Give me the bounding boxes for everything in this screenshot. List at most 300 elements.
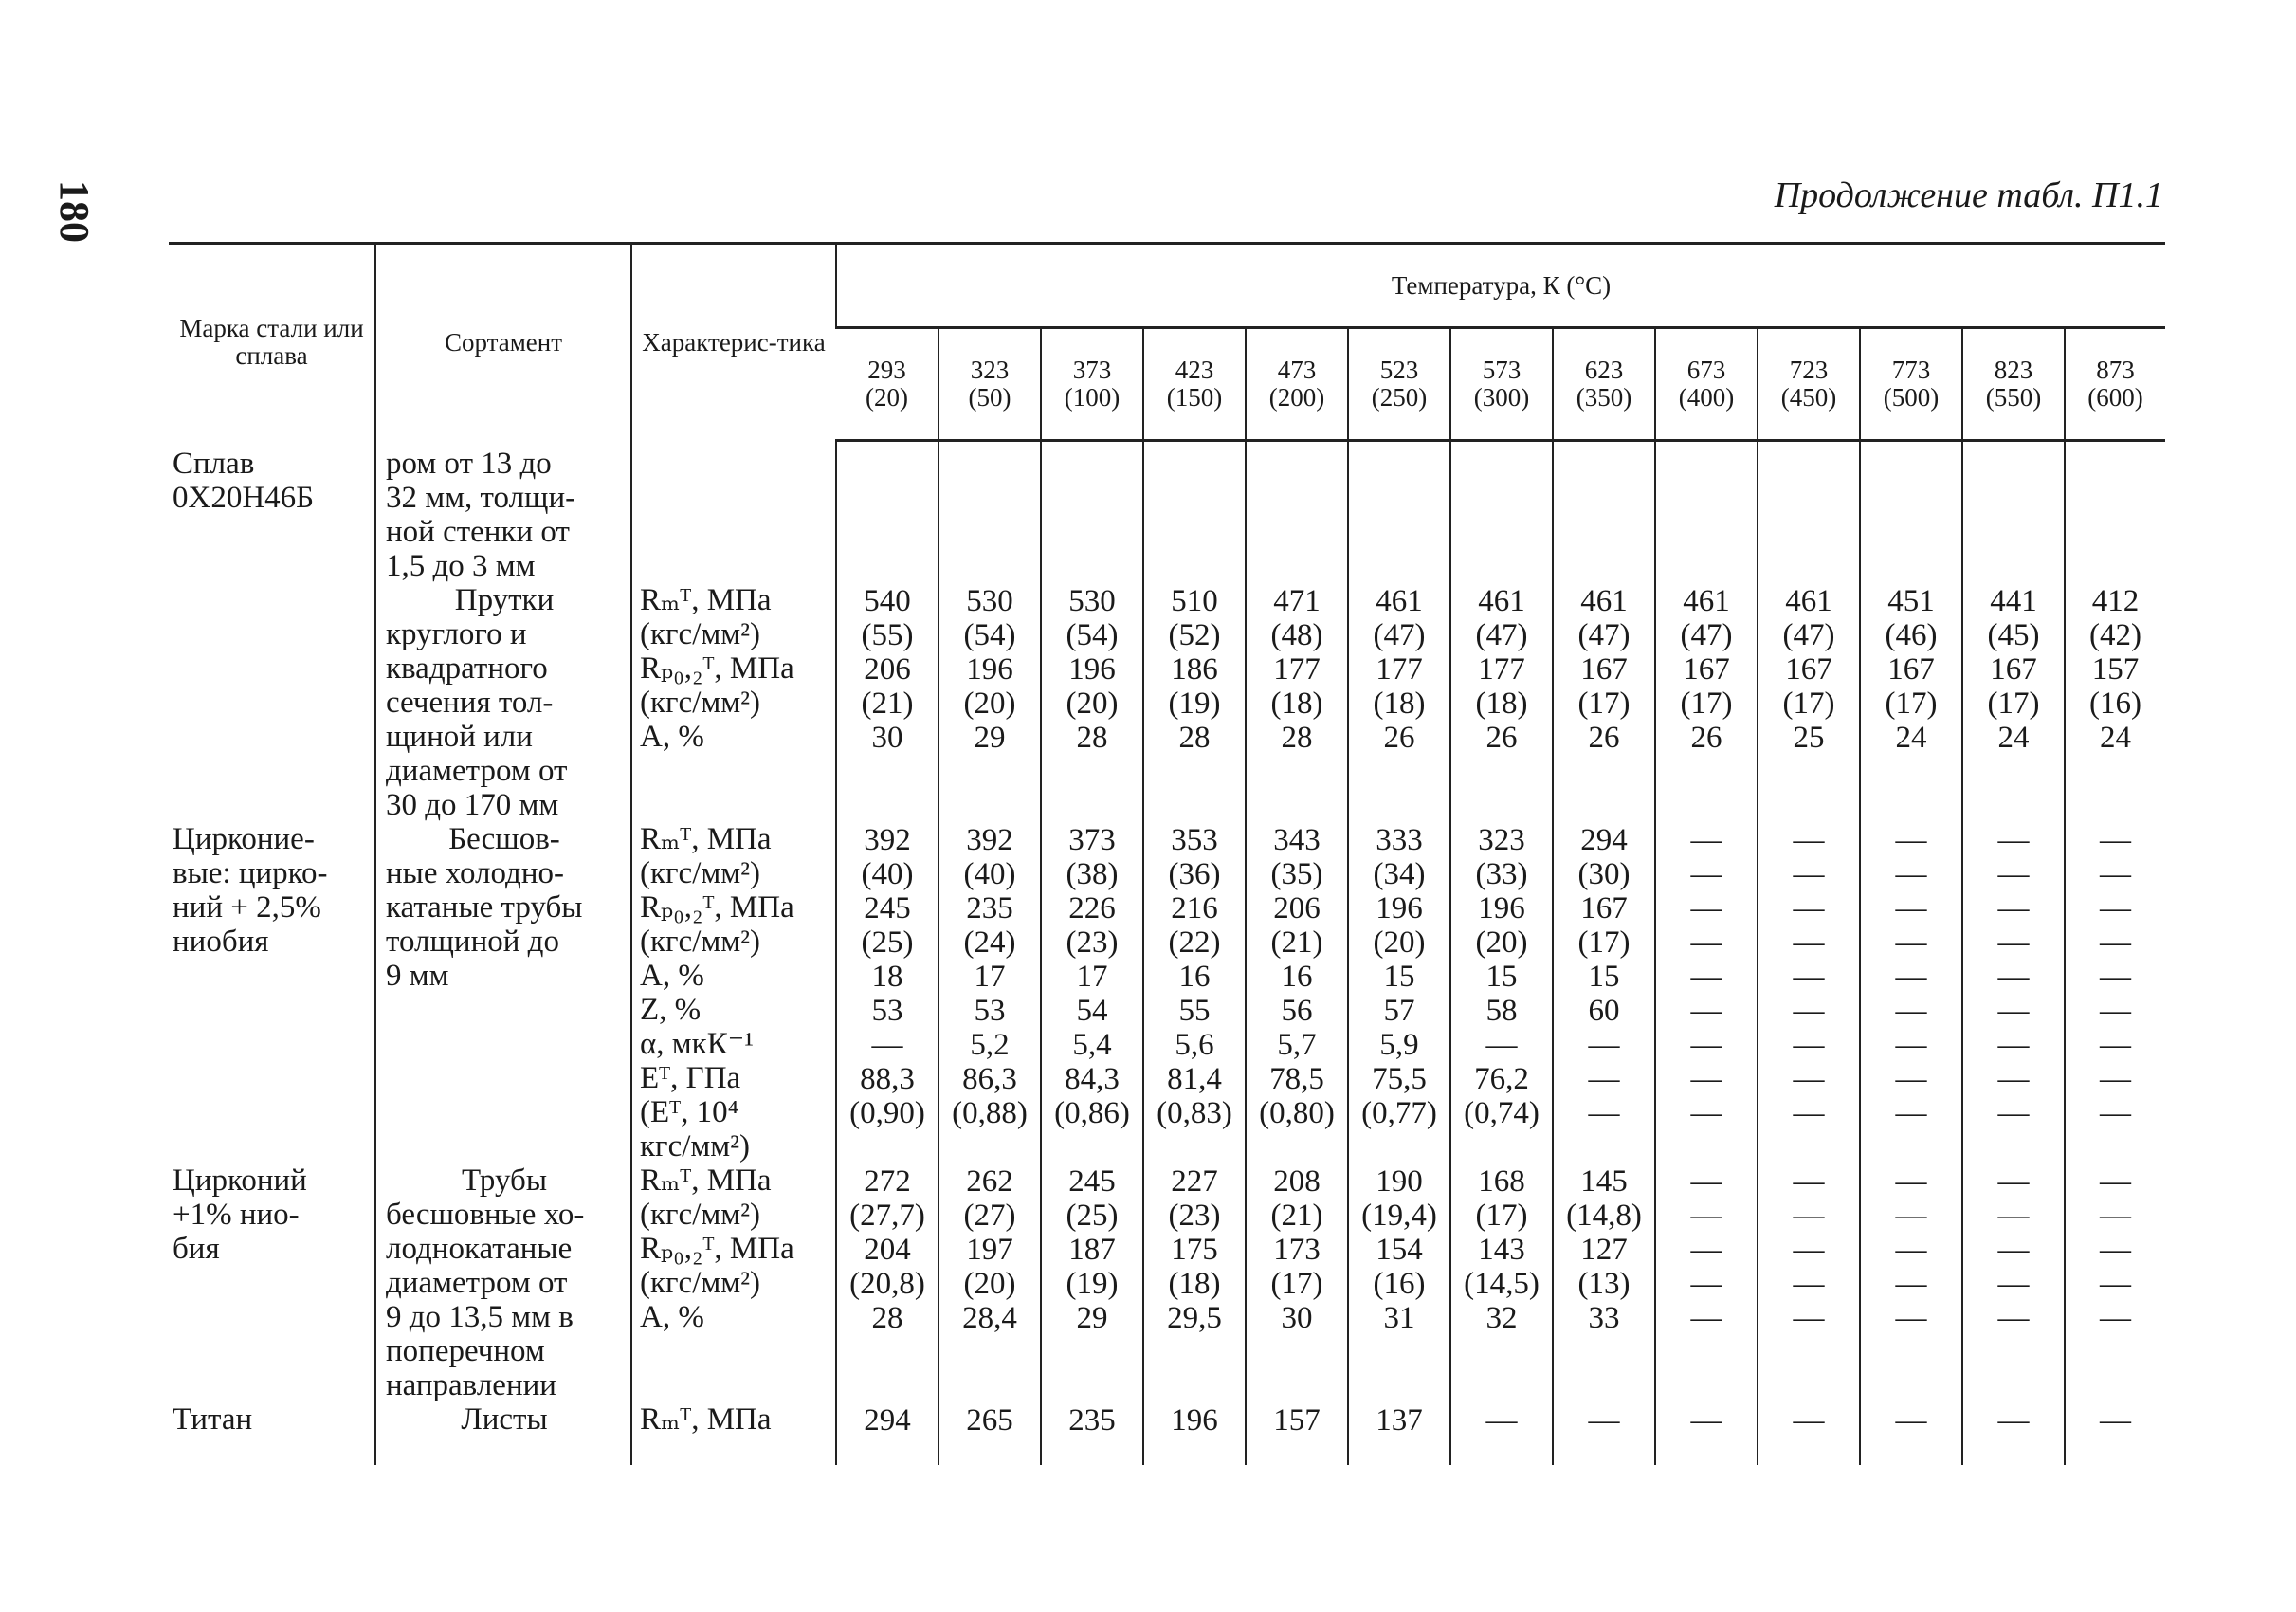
table-cell xyxy=(1349,448,1449,482)
table-cell: (17) xyxy=(1270,1267,1323,1301)
table-cell: — xyxy=(2100,1062,2132,1096)
table-cell: 294 xyxy=(1580,823,1628,857)
table-cell: — xyxy=(1895,1062,1927,1096)
table-cell: 29 xyxy=(974,721,1006,755)
table-cell: 167 xyxy=(1785,652,1832,687)
table-cell: 88,3 xyxy=(860,1062,915,1096)
table-cell: (18) xyxy=(1475,687,1528,721)
table-cell: 262 xyxy=(966,1164,1013,1199)
table-cell xyxy=(837,516,938,550)
table-body-row xyxy=(169,441,2165,1466)
table-cell: (20) xyxy=(963,1267,1016,1301)
table-cell xyxy=(1247,1369,1347,1403)
table-cell xyxy=(1861,482,1961,516)
table-cell xyxy=(1042,1369,1142,1403)
grade-line xyxy=(173,583,374,617)
table-cell: (47) xyxy=(1577,618,1631,652)
table-cell: 461 xyxy=(1478,584,1525,618)
grade-line: Циркониe- xyxy=(173,821,315,856)
grade-line xyxy=(173,1300,374,1334)
table-cell: (20) xyxy=(1066,687,1119,721)
table-cell: 53 xyxy=(871,994,903,1028)
table-cell xyxy=(1656,789,1757,823)
characteristic-line: A, % xyxy=(640,719,704,754)
table-cell: 196 xyxy=(1478,891,1525,925)
table-cell xyxy=(1042,550,1142,584)
table-cell xyxy=(837,789,938,823)
table-cell xyxy=(1247,516,1347,550)
table-cell: (17) xyxy=(1680,687,1733,721)
table-cell: 540 xyxy=(864,584,911,618)
table-cell: 30 xyxy=(1281,1301,1313,1335)
table-cell xyxy=(1042,1130,1142,1164)
table-cell xyxy=(939,516,1040,550)
table-cell xyxy=(1349,789,1449,823)
table-cell: 75,5 xyxy=(1372,1062,1427,1096)
table-cell xyxy=(1963,789,2064,823)
table-cell xyxy=(1758,755,1859,789)
table-cell: — xyxy=(1997,1028,2030,1062)
header-grade: Марка стали или сплава xyxy=(169,244,375,441)
table-cell: 167 xyxy=(1990,652,2037,687)
sortament-line: диаметром от xyxy=(386,753,568,788)
sortament-line: сечения тол- xyxy=(386,685,554,720)
table-cell xyxy=(1451,482,1552,516)
table-cell: — xyxy=(1690,1062,1722,1096)
sortament-line: толщиной до xyxy=(386,924,559,959)
table-cell: — xyxy=(1895,960,1927,994)
table-cell: — xyxy=(1690,1233,1722,1267)
table-cell xyxy=(837,1369,938,1403)
table-cell: 29 xyxy=(1076,1301,1108,1335)
table-cell xyxy=(1554,789,1654,823)
table-cell xyxy=(1861,516,1961,550)
table-cell xyxy=(1963,755,2064,789)
table-caption: Продолжение табл. П1.1 xyxy=(1774,175,2163,215)
table-cell: (13) xyxy=(1577,1267,1631,1301)
table-cell: 157 xyxy=(2091,652,2140,687)
table-cell: (40) xyxy=(963,857,1016,891)
characteristic-line: Rₚ₀,₂ᵀ, МПа xyxy=(640,1231,794,1266)
table-cell: 54 xyxy=(1076,994,1108,1028)
table-cell xyxy=(2066,755,2165,789)
table-cell: (54) xyxy=(963,618,1016,652)
table-cell: 28,4 xyxy=(962,1301,1017,1335)
table-cell: — xyxy=(2100,1164,2132,1199)
table-cell: — xyxy=(1997,1301,2030,1335)
table-cell xyxy=(1656,1369,1757,1403)
table-cell: 16 xyxy=(1178,960,1211,994)
table-cell xyxy=(1144,448,1245,482)
table-cell: (0,83) xyxy=(1157,1096,1232,1130)
table-cell: 167 xyxy=(1683,652,1730,687)
sortament-line: поперечном xyxy=(386,1333,545,1368)
table-cell: 57 xyxy=(1383,994,1415,1028)
temperature-value-column xyxy=(836,441,938,1466)
table-cell xyxy=(1144,755,1245,789)
grade-line xyxy=(173,1027,374,1061)
table-cell: (18) xyxy=(1168,1267,1221,1301)
table-cell: — xyxy=(1997,823,2030,857)
table-cell: (42) xyxy=(2089,618,2142,652)
table-cell: — xyxy=(2100,1233,2132,1267)
table-cell: (25) xyxy=(861,925,914,960)
table-cell: 461 xyxy=(1785,584,1832,618)
temperature-header: 773 (500) xyxy=(1860,328,1962,441)
page-number: 180 xyxy=(51,180,98,243)
temperature-header: 623 (350) xyxy=(1553,328,1655,441)
table-cell: 196 xyxy=(1376,891,1423,925)
table-cell xyxy=(1451,448,1552,482)
temperature-value-column xyxy=(1143,441,1246,1466)
table-cell xyxy=(1861,755,1961,789)
table-cell: — xyxy=(1793,857,1825,891)
table-cell xyxy=(1963,550,2064,584)
table-cell: 17 xyxy=(1076,960,1108,994)
grade-line xyxy=(173,1368,374,1402)
table-cell: — xyxy=(1690,960,1722,994)
table-cell: (27) xyxy=(963,1199,1016,1233)
table-cell: — xyxy=(1690,891,1722,925)
grade-line xyxy=(173,1334,374,1368)
table-cell xyxy=(837,1130,938,1164)
sortament-line xyxy=(386,1061,623,1095)
table-cell xyxy=(1758,516,1859,550)
grade-line: ний + 2,5% xyxy=(173,889,321,925)
table-cell: (18) xyxy=(1373,687,1426,721)
table-cell xyxy=(1963,1130,2064,1164)
characteristic-column xyxy=(631,441,836,1466)
table-cell: 5,9 xyxy=(1379,1028,1419,1062)
table-cell xyxy=(1554,1335,1654,1369)
table-cell: 272 xyxy=(864,1164,911,1199)
table-cell xyxy=(1349,482,1449,516)
table-cell: — xyxy=(1895,1301,1927,1335)
table-cell xyxy=(1861,1335,1961,1369)
table-cell: — xyxy=(1997,1267,2030,1301)
sortament-line: 32 мм, толщи- xyxy=(386,480,576,515)
table-cell xyxy=(1247,482,1347,516)
header-sortament: Сортамент xyxy=(375,244,631,441)
table-cell: 353 xyxy=(1171,823,1218,857)
table-cell: (0,77) xyxy=(1361,1096,1437,1130)
table-cell: (22) xyxy=(1168,925,1221,960)
table-cell xyxy=(1656,550,1757,584)
table-cell: 245 xyxy=(864,891,911,925)
table-cell xyxy=(1349,550,1449,584)
table-cell: 392 xyxy=(966,823,1013,857)
table-cell xyxy=(1247,448,1347,482)
table-cell xyxy=(1656,1335,1757,1369)
characteristic-line: Rₘᵀ, МПа xyxy=(640,1401,772,1437)
table-cell: (14,8) xyxy=(1566,1199,1642,1233)
characteristic-line: α, мкК⁻¹ xyxy=(640,1026,755,1061)
table-cell: — xyxy=(1793,994,1825,1028)
characteristic-line: Rₘᵀ, МПа xyxy=(640,1163,772,1198)
table-cell: — xyxy=(1588,1062,1620,1096)
table-cell: (17) xyxy=(1475,1199,1528,1233)
table-cell: 32 xyxy=(1485,1301,1518,1335)
table-cell xyxy=(1144,550,1245,584)
temperature-header: 873 (600) xyxy=(2065,328,2165,441)
characteristic-line xyxy=(632,1368,835,1402)
table-cell xyxy=(1451,1335,1552,1369)
table-cell: 15 xyxy=(1588,960,1620,994)
table-cell: 5,7 xyxy=(1277,1028,1317,1062)
table-cell xyxy=(1042,482,1142,516)
sortament-line: ной стенки от xyxy=(386,514,570,549)
table-cell: 235 xyxy=(1068,1403,1116,1438)
characteristic-line: (кгс/мм²) xyxy=(640,924,761,959)
table-cell: — xyxy=(1997,891,2030,925)
table-cell: 373 xyxy=(1068,823,1116,857)
table-cell: 25 xyxy=(1793,721,1825,755)
table-cell xyxy=(1451,755,1552,789)
table-cell: (20) xyxy=(963,687,1016,721)
table-cell: — xyxy=(1895,1096,1927,1130)
table-cell: — xyxy=(2100,994,2132,1028)
table-cell: 24 xyxy=(1895,721,1927,755)
table-cell xyxy=(837,1335,938,1369)
sortament-line: бесшовные хо- xyxy=(386,1197,585,1232)
table-cell: 167 xyxy=(1580,652,1628,687)
table-cell: — xyxy=(2100,891,2132,925)
characteristic-line: Rₘᵀ, МПа xyxy=(640,582,772,617)
properties-table xyxy=(169,242,2165,1465)
table-cell: 208 xyxy=(1273,1164,1321,1199)
grade-line xyxy=(173,959,374,993)
table-cell: — xyxy=(1997,1096,2030,1130)
table-cell xyxy=(1042,516,1142,550)
table-cell: — xyxy=(2100,1403,2132,1438)
table-cell: 196 xyxy=(1068,652,1116,687)
table-cell: (55) xyxy=(861,618,914,652)
sortament-line: 1,5 до 3 мм xyxy=(386,548,536,583)
table-cell: 510 xyxy=(1171,584,1218,618)
table-cell xyxy=(837,755,938,789)
table-cell: — xyxy=(2100,925,2132,960)
table-cell: (47) xyxy=(1782,618,1835,652)
temperature-value-column xyxy=(1758,441,1860,1466)
table-cell: 226 xyxy=(1068,891,1116,925)
table-cell: (0,88) xyxy=(952,1096,1028,1130)
table-cell: — xyxy=(1895,1164,1927,1199)
table-cell: (23) xyxy=(1066,925,1119,960)
table-cell: 29,5 xyxy=(1167,1301,1222,1335)
table-cell: — xyxy=(2100,1301,2132,1335)
characteristic-line xyxy=(632,788,835,822)
table-cell: — xyxy=(1997,1062,2030,1096)
table-cell: — xyxy=(2100,1199,2132,1233)
table-cell: — xyxy=(1690,925,1722,960)
table-cell: — xyxy=(1588,1096,1620,1130)
table-cell xyxy=(1963,448,2064,482)
sortament-line: ные холодно- xyxy=(386,855,564,890)
table-cell: — xyxy=(1793,1301,1825,1335)
grade-column xyxy=(169,441,375,1466)
table-cell: 175 xyxy=(1171,1233,1218,1267)
table-cell: (23) xyxy=(1168,1199,1221,1233)
table-cell: — xyxy=(1690,1096,1722,1130)
table-cell: — xyxy=(1793,1028,1825,1062)
table-cell: (47) xyxy=(1373,618,1426,652)
characteristic-line xyxy=(632,515,835,549)
characteristic-line: (кгс/мм²) xyxy=(640,1197,761,1232)
table-cell: (0,86) xyxy=(1054,1096,1130,1130)
sortament-line xyxy=(386,1129,623,1163)
characteristic-line: Rₚ₀,₂ᵀ, МПа xyxy=(640,650,794,686)
table-cell: 323 xyxy=(1478,823,1525,857)
table-cell: — xyxy=(1690,994,1722,1028)
table-cell: — xyxy=(1690,1403,1722,1438)
table-cell: 167 xyxy=(1580,891,1628,925)
table-cell xyxy=(1451,550,1552,584)
table-cell: — xyxy=(1895,1028,1927,1062)
table-cell: 15 xyxy=(1485,960,1518,994)
table-cell: (52) xyxy=(1168,618,1221,652)
table-cell xyxy=(2066,448,2165,482)
table-cell: (47) xyxy=(1475,618,1528,652)
table-cell: 461 xyxy=(1580,584,1628,618)
table-cell xyxy=(1451,1130,1552,1164)
characteristic-line xyxy=(632,549,835,583)
table-cell: 26 xyxy=(1690,721,1722,755)
table-cell: — xyxy=(1895,891,1927,925)
table-cell: 461 xyxy=(1683,584,1730,618)
table-cell xyxy=(1247,1335,1347,1369)
table-cell xyxy=(1963,482,2064,516)
table-cell xyxy=(2066,516,2165,550)
characteristic-line xyxy=(632,754,835,788)
table-cell xyxy=(1554,448,1654,482)
grade-line: бия xyxy=(173,1231,220,1266)
table-cell: 137 xyxy=(1376,1403,1423,1438)
table-cell xyxy=(837,482,938,516)
table-cell: — xyxy=(1895,1199,1927,1233)
table-cell: — xyxy=(1895,823,1927,857)
table-cell xyxy=(1042,755,1142,789)
table-cell xyxy=(1451,789,1552,823)
table-cell: — xyxy=(1690,1028,1722,1062)
table-cell: — xyxy=(1895,1403,1927,1438)
table-cell xyxy=(837,448,938,482)
table-cell: 76,2 xyxy=(1474,1062,1529,1096)
table-cell xyxy=(1451,516,1552,550)
table-cell: — xyxy=(1690,857,1722,891)
table-cell: (45) xyxy=(1987,618,2040,652)
table-cell: 471 xyxy=(1273,584,1321,618)
characteristic-line: (кгс/мм²) xyxy=(640,685,761,720)
table-cell: 18 xyxy=(871,960,903,994)
sortament-line: квадратного xyxy=(386,650,548,686)
table-cell xyxy=(1451,1369,1552,1403)
table-cell: (17) xyxy=(1782,687,1835,721)
table-cell: 227 xyxy=(1171,1164,1218,1199)
table-cell: — xyxy=(1793,1403,1825,1438)
table-cell: 206 xyxy=(864,652,911,687)
grade-line xyxy=(173,720,374,754)
table-cell: 197 xyxy=(966,1233,1013,1267)
table-cell: (0,90) xyxy=(849,1096,925,1130)
table-cell: 31 xyxy=(1383,1301,1415,1335)
table-cell xyxy=(1349,1130,1449,1164)
table-cell: — xyxy=(2100,1028,2132,1062)
table-cell xyxy=(1861,789,1961,823)
table-cell: — xyxy=(1997,960,2030,994)
table-cell: — xyxy=(1895,1267,1927,1301)
table-cell: 145 xyxy=(1580,1164,1628,1199)
table-cell: 190 xyxy=(1376,1164,1423,1199)
table-cell xyxy=(1247,789,1347,823)
table-cell: — xyxy=(1690,1301,1722,1335)
grade-line xyxy=(173,993,374,1027)
table-cell: 216 xyxy=(1171,891,1218,925)
table-cell: (40) xyxy=(861,857,914,891)
grade-line xyxy=(173,549,374,583)
table-cell xyxy=(1758,1369,1859,1403)
characteristic-line: (кгс/мм²) xyxy=(640,1265,761,1300)
table-cell: 451 xyxy=(1887,584,1935,618)
table-cell: — xyxy=(2100,1096,2132,1130)
table-cell: 28 xyxy=(1178,721,1211,755)
table-cell: 78,5 xyxy=(1269,1062,1324,1096)
table-cell: — xyxy=(1793,1096,1825,1130)
table-cell xyxy=(1656,448,1757,482)
table-cell xyxy=(1656,755,1757,789)
table-cell xyxy=(1554,1130,1654,1164)
table-cell: 33 xyxy=(1588,1301,1620,1335)
table-cell xyxy=(1656,482,1757,516)
table-cell: 16 xyxy=(1281,960,1313,994)
grade-line: 0Х20Н46Б xyxy=(173,480,315,515)
sortament-line: 9 мм xyxy=(386,958,449,993)
sortament-line: направлении xyxy=(386,1367,556,1402)
table-cell xyxy=(1247,1130,1347,1164)
table-cell: (34) xyxy=(1373,857,1426,891)
table-cell xyxy=(2066,550,2165,584)
table-cell: — xyxy=(1690,1199,1722,1233)
table-cell: 30 xyxy=(871,721,903,755)
table-cell: (21) xyxy=(861,687,914,721)
table-cell: 186 xyxy=(1171,652,1218,687)
table-cell: — xyxy=(1690,1267,1722,1301)
sortament-line: катаные трубы xyxy=(386,889,583,925)
sortament-line: ром от 13 до xyxy=(386,446,552,481)
characteristic-line: Eᵀ, ГПа xyxy=(640,1060,741,1095)
grade-line: вые: цирко- xyxy=(173,855,328,890)
sortament-line: Трубы xyxy=(462,1163,547,1198)
sortament-line: щиной или xyxy=(386,719,533,754)
table-cell: (19) xyxy=(1066,1267,1119,1301)
table-cell xyxy=(837,550,938,584)
table-cell: — xyxy=(1793,1233,1825,1267)
table-cell: — xyxy=(1793,925,1825,960)
table-cell: (14,5) xyxy=(1464,1267,1540,1301)
table-cell: — xyxy=(1997,994,2030,1028)
table-cell: 412 xyxy=(2091,584,2140,618)
table-cell xyxy=(1554,516,1654,550)
table-cell: 196 xyxy=(1171,1403,1218,1438)
table-cell xyxy=(1758,1335,1859,1369)
table-cell xyxy=(1144,1130,1245,1164)
characteristic-line: (кгс/мм²) xyxy=(640,616,761,651)
temperature-header: 423 (150) xyxy=(1143,328,1246,441)
sortament-line: лоднокатаные xyxy=(386,1231,573,1266)
table-cell xyxy=(1144,482,1245,516)
characteristic-line: (Eᵀ, 10⁴ xyxy=(640,1094,739,1129)
table-cell: (33) xyxy=(1475,857,1528,891)
grade-line: +1% нио- xyxy=(173,1197,300,1232)
